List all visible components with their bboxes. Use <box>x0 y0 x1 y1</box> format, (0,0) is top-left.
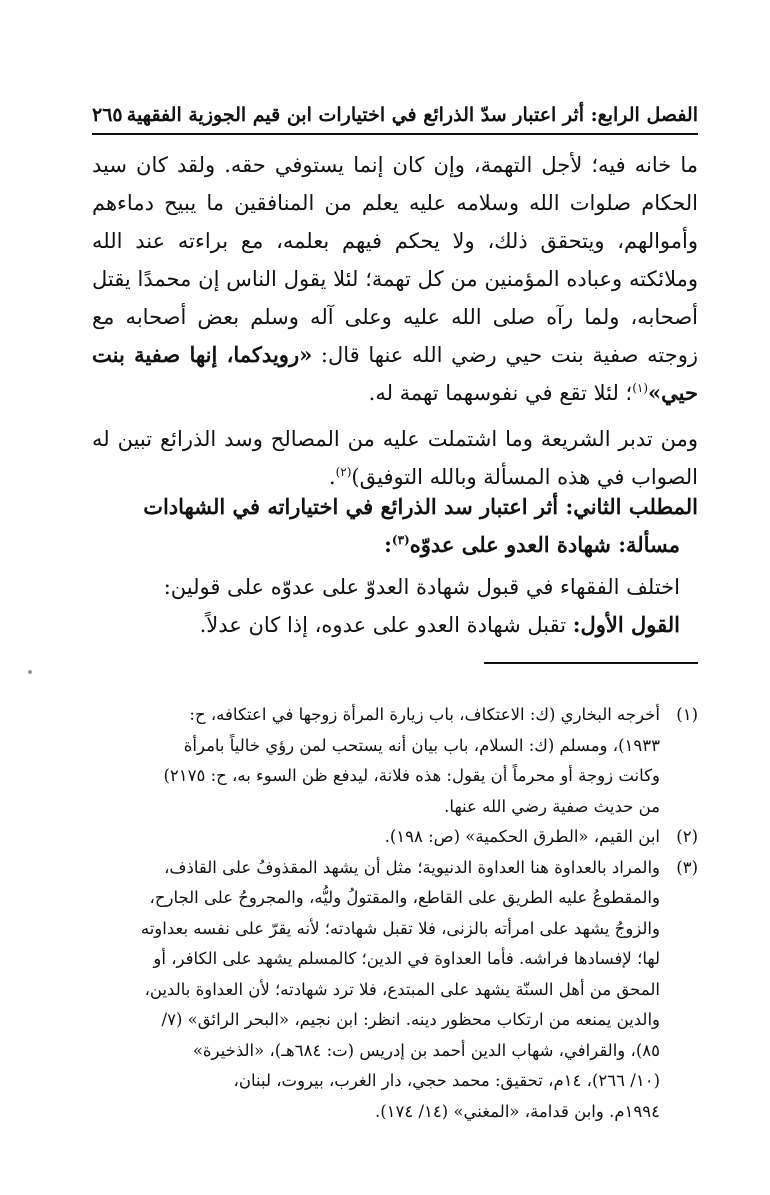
section-heading: المطلب الثاني: أثر اعتبار سد الذرائع في اختياراته في الشهادات <box>143 494 698 519</box>
footnote-line: من حديث صفية رضي الله عنها. <box>444 796 660 816</box>
footnote-number: (١) <box>676 705 698 724</box>
footnotes <box>92 700 698 1127</box>
footnote-text <box>92 822 660 853</box>
footnote-line: أخرجه البخاري (ك: الاعتكاف، باب زيارة المرأة زوجها في اعتكافه، ح: <box>189 705 660 724</box>
running-header <box>92 96 698 126</box>
first-view-label: القول الأول: <box>572 612 680 637</box>
issue-colon: : <box>384 532 392 557</box>
footnote-3 <box>92 853 698 1128</box>
footnote-text <box>92 700 660 822</box>
text-line: صفية بنت حيي رضي الله عنها قال: <box>312 343 639 367</box>
header-divider <box>92 133 698 135</box>
first-view-text: تقبل شهادة العدو على عدوه، إذا كان عدلاً. <box>199 613 573 637</box>
footnote-line: وكانت زوجة أو محرماً أن يقول: هذه فلانة، ليدفع ظن السوء به، ح: ٢١٧٥) <box>163 766 660 785</box>
issue-heading <box>92 526 698 564</box>
hadith-quote-end: حيي» <box>648 380 698 405</box>
footnote-2 <box>92 822 698 853</box>
footnote-line: والمراد بالعداوة هنا العداوة الدنيوية؛ مثل أن يشهد المقذوفُ على القاذف، <box>164 857 660 877</box>
footnote-line: المحق من أهل السنّة يشهد على المبتدع، فلا ترد شهادته؛ لأن العداوة بالدين، <box>144 979 660 999</box>
text-line: له الصواب في هذه المسألة وبالله التوفيق) <box>92 427 698 489</box>
footnote-line: والزوجُ يشهد على امرأته بالزنى، فلا تقبل شهادته؛ لأنه يقرّ على نفسه بعداوته <box>140 918 660 938</box>
footnote-ref-3[interactable]: (٣) <box>391 533 410 547</box>
footnote-number: (٢) <box>676 827 698 846</box>
text-line: ومن تدبر الشريعة وما اشتملت عليه من المصالح وسد الذرائع تبين <box>117 427 698 451</box>
footnote-line: (١٠/ ٢٦٦)، ١٤م، تحقيق: محمد حجي، دار الغرب، بيروت، لبنان، <box>233 1071 660 1090</box>
text-line: ؛ لئلا تقع في نفوسهما تهمة له. <box>368 381 633 405</box>
text-line: أصحابه، ولما رآه صلى الله عليه وعلى آله وسلم بعض أصحابه مع زوجته <box>92 305 698 367</box>
paragraph-2 <box>92 420 698 496</box>
footnote-text <box>92 853 660 1128</box>
text-line: . <box>328 465 336 489</box>
footnote-line: ٨٥)، والقرافي، شهاب الدين أحمد بن إدريس (ت: ٦٨٤هـ)، «الذخيرة» <box>192 1040 660 1060</box>
text-line: وأموالهم، ويتحقق ذلك، ولا يحكم فيهم بعلمه، مع براءته عند الله <box>92 229 698 253</box>
footnote-line: والمقطوعُ عليه الطريق على القاطع، والمقتولُ وليُّه، والمجروحُ على الجارح، <box>149 888 660 907</box>
issue-label: مسألة: شهادة العدو على عدوّه <box>409 532 680 557</box>
footnote-number: (٣) <box>676 857 698 877</box>
footnote-ref-1[interactable]: (١) <box>632 381 649 395</box>
text-line: ما خانه فيه؛ لأجل التهمة، وإن كان إنما يستوفي حقه. ولقد كان سيد <box>92 153 698 177</box>
text-line: وملائكته وعباده المؤمنين من كل تهمة؛ لئلا يقول الناس إن محمدًا يقتل <box>92 267 698 291</box>
footnote-divider <box>484 662 698 664</box>
footnote-line: ١٩٩٤م. وابن قدامة، «المغني» (١٤/ ١٧٤). <box>374 1101 660 1121</box>
footnote-line: ١٩٣٣)، ومسلم (ك: السلام، باب بيان أنه يستحب لمن رؤي خالياً بامرأة <box>183 735 660 755</box>
text-line: الحكام صلوات الله وسلامه عليه يعلم من المنافقين ما يبيح دماءهم <box>92 191 698 215</box>
paragraph-1 <box>92 146 698 412</box>
footnote-line: والدين يمنعه من ارتكاب محظور دينه. انظر: ابن نجيم، «البحر الرائق» (٧/ <box>161 1010 660 1029</box>
footnote-1 <box>92 700 698 822</box>
issue-intro: اختلف الفقهاء في قبول شهادة العدوّ على عدوّه على قولين: <box>163 575 680 599</box>
first-view <box>92 606 698 644</box>
chapter-title: الفصل الرابع: أثر اعتبار سدّ الذرائع في اختيارات ابن قيم الجوزية الفقهية <box>126 104 698 126</box>
footnote-line: لها؛ لإفسادها فراشه. فأما العداوة في الدين؛ كالمسلم يشهد على الكافر، أو <box>153 949 660 968</box>
hadith-quote: «رويدكما، إنها صفية بنت <box>92 342 313 367</box>
page-number: ٢٦٥ <box>92 104 123 126</box>
footnote-ref-2[interactable]: (٢) <box>335 465 352 479</box>
footnote-line: ابن القيم، «الطرق الحكمية» (ص: ١٩٨). <box>384 827 660 846</box>
scan-speck <box>28 670 32 674</box>
main-text <box>92 146 698 496</box>
